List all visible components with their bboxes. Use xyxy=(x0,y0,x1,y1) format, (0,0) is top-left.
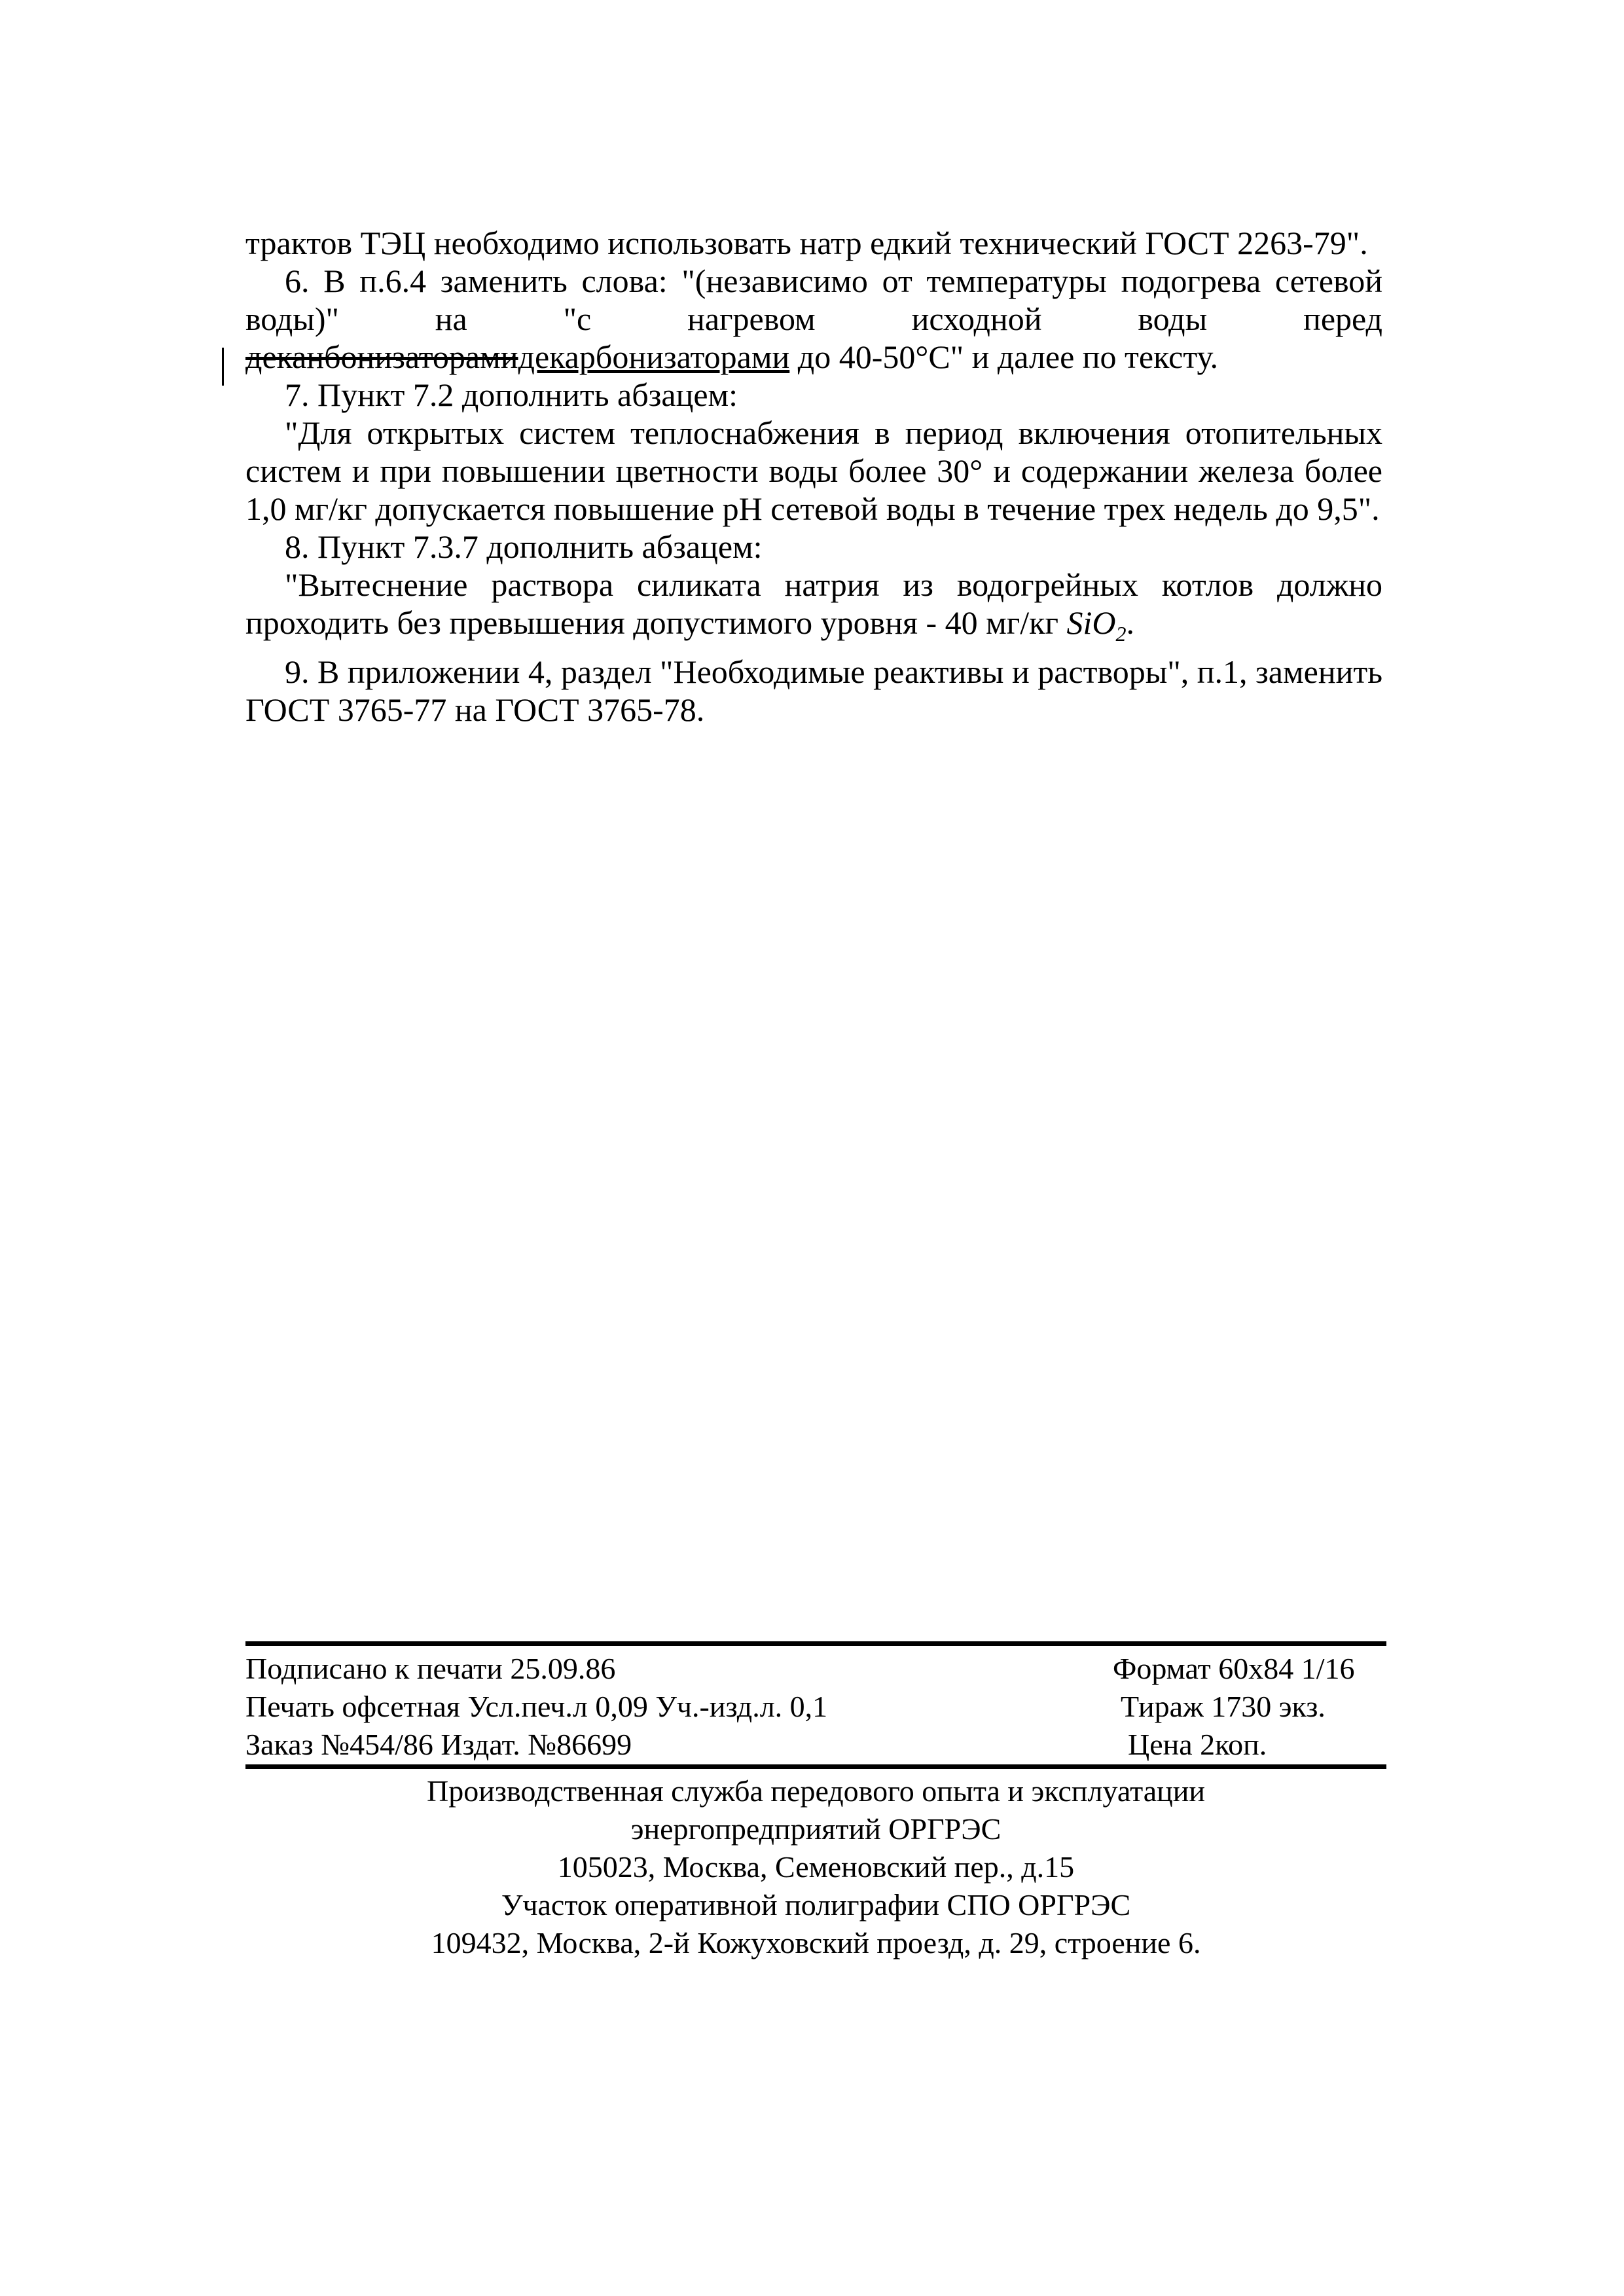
imprint-row-1 xyxy=(245,1650,1386,1688)
formula-base: SiO xyxy=(1066,604,1116,641)
colophon-line-5: 109432, Москва, 2-й Кожуховский проезд, д. 29, строение 6. xyxy=(431,1926,1201,1959)
inserted-word: декарбонизаторами xyxy=(518,338,790,375)
paragraph-item-8-end: . xyxy=(1126,604,1134,641)
formula-subscript: 2 xyxy=(1115,622,1127,646)
imprint-format: Формат 60x84 1/16 xyxy=(1113,1652,1355,1685)
body-text xyxy=(245,224,1382,729)
imprint-bottom-rule xyxy=(245,1764,1386,1769)
imprint-price: Цена 2коп. xyxy=(1128,1728,1267,1761)
paragraph-item-6-line2: воды)" на "с нагревом исходной воды перед xyxy=(245,301,1382,337)
imprint-run: Тираж 1730 экз. xyxy=(1121,1690,1326,1723)
colophon-line-1: Производственная служба передового опыта и эксплуатации xyxy=(426,1774,1206,1808)
colophon-line-3: 105023, Москва, Семеновский пер., д.15 xyxy=(557,1850,1075,1884)
colophon-line-2: энергопредприятий ОРГРЭС xyxy=(630,1812,1001,1846)
paragraph-item-9: 9. В приложении 4, раздел "Необходимые реактивы и растворы", п.1, заменить ГОСТ 3765-77 на ГОСТ 3765-78. xyxy=(245,653,1382,728)
imprint-row-3 xyxy=(245,1726,1386,1764)
paragraph-item-8-text: "Вытеснение раствора силиката натрия из водогрейных котлов должно проходить без превышения допустимого уровня - 40 мг/кг xyxy=(245,566,1382,641)
deleted-word: деканбонизаторами xyxy=(245,338,518,375)
paragraph-item-6-line1: 6. В п.6.4 заменить слова: "(независимо от температуры подогрева сетевой xyxy=(285,263,1382,299)
imprint-order: Заказ №454/86 Издат. №86699 xyxy=(245,1728,632,1761)
paragraph-item-8: 8. Пункт 7.3.7 дополнить абзацем: xyxy=(285,528,763,565)
paragraph-item-8-quote xyxy=(245,566,1382,653)
paragraph-item-7-quote: "Для открытых систем теплоснабжения в период включения отопительных систем и при повышении цветности воды более 30° и содержании железа более 1,0 мг/кг допускается повышение рН сетевой воды в течение трех недель до 9,5". xyxy=(245,414,1382,527)
revision-bar xyxy=(222,348,224,386)
imprint-print: Печать офсетная Усл.печ.л 0,09 Уч.-изд.л. 0,1 xyxy=(245,1690,828,1723)
paragraph-item-6-line3 xyxy=(245,338,1382,376)
colophon-line-4: Участок оперативной полиграфии СПО ОРГРЭС xyxy=(501,1888,1131,1922)
imprint-signed: Подписано к печати 25.09.86 xyxy=(245,1652,616,1685)
paragraph-item-6-tail: до 40-50°С" и далее по тексту. xyxy=(789,338,1219,375)
paragraph-item-7: 7. Пункт 7.2 дополнить абзацем: xyxy=(285,376,738,413)
imprint-row-2 xyxy=(245,1688,1386,1726)
colophon xyxy=(245,1772,1386,1962)
imprint-top-rule xyxy=(245,1641,1386,1646)
paragraph-gost-2263: трактов ТЭЦ необходимо использовать натр едкий технический ГОСТ 2263-79". xyxy=(245,225,1368,261)
formula-sio2 xyxy=(1066,604,1127,646)
